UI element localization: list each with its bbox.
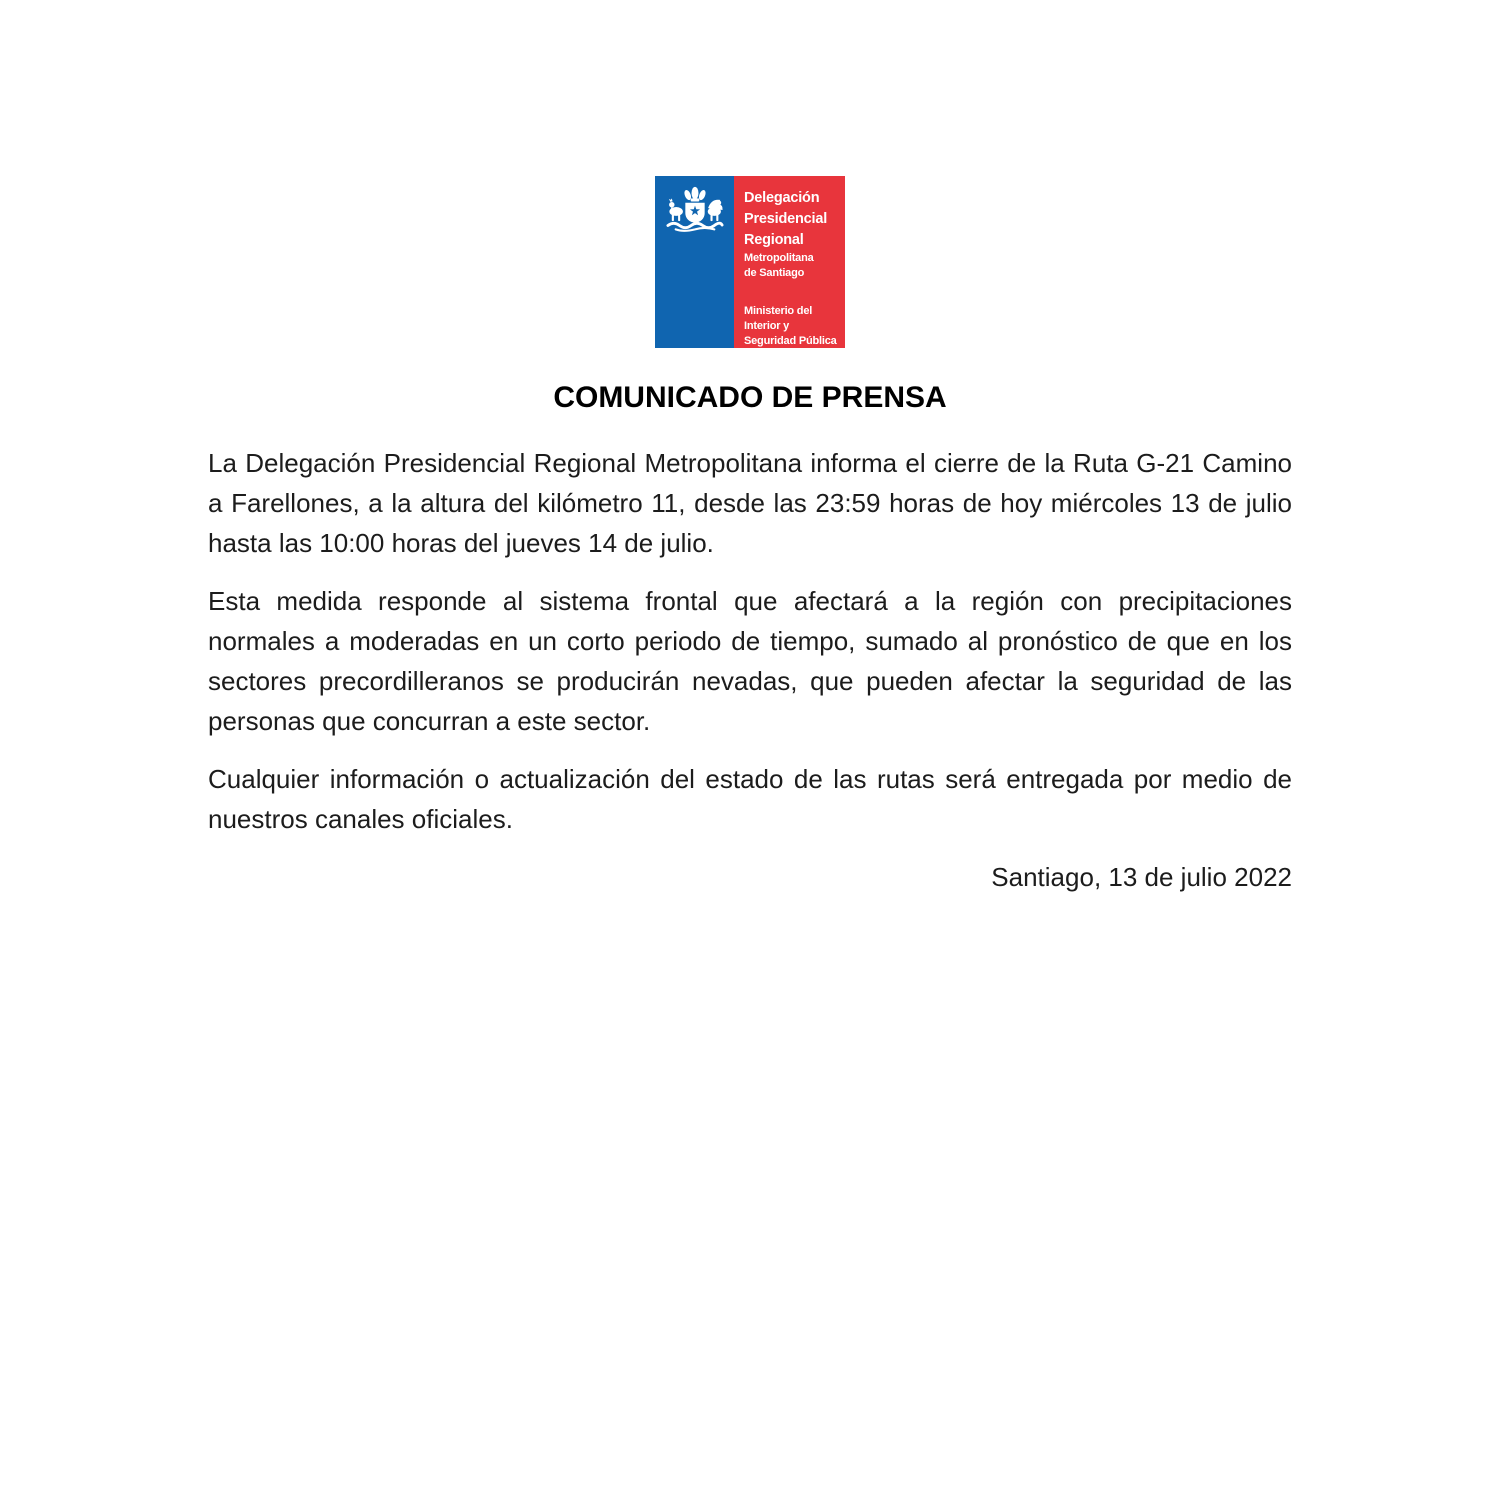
logo-region-line: de Santiago	[744, 267, 805, 279]
paragraph-route-closure: La Delegación Presidencial Regional Metropolitana informa el cierre de la Ruta G-21 Camino a Farellones, a la altura del kilómetro 11, desde las 23:59 horas de hoy miércoles 13 de julio hasta las 10:00 horas del jueves 14 de julio.	[208, 448, 1292, 558]
logo-blue-panel	[655, 176, 734, 348]
paragraph-weather-reason: Esta medida responde al sistema frontal que afectará a la región con precipitaciones normales a moderadas en un corto periodo de tiempo, sumado al pronóstico de que en los sectores precordilleranos se producirán nevadas, que pueden afectar la seguridad de las personas que concurran a este sector.	[208, 586, 1292, 736]
logo-ministry-block	[744, 304, 839, 348]
logo-red-panel	[734, 176, 845, 348]
document-body	[208, 443, 1292, 915]
logo-org-line: Presidencial	[744, 211, 828, 227]
logo-org-line: Regional	[744, 232, 804, 248]
dateline: Santiago, 13 de julio 2022	[991, 862, 1292, 892]
logo-ministry-line: Ministerio del	[744, 305, 813, 317]
logo-ministry-line: Interior y	[744, 320, 790, 332]
logo-org-line: Delegación	[744, 190, 820, 206]
logo-region-line: Metropolitana	[744, 252, 814, 264]
logo-ministry-line: Seguridad Pública	[744, 335, 837, 347]
document-title: COMUNICADO DE PRENSA	[553, 381, 947, 414]
chile-coat-of-arms-icon	[666, 185, 724, 237]
paragraph-official-channels: Cualquier información o actualización del estado de las rutas será entregada por medio de nuestros canales oficiales.	[208, 764, 1292, 834]
government-logo	[655, 176, 845, 348]
